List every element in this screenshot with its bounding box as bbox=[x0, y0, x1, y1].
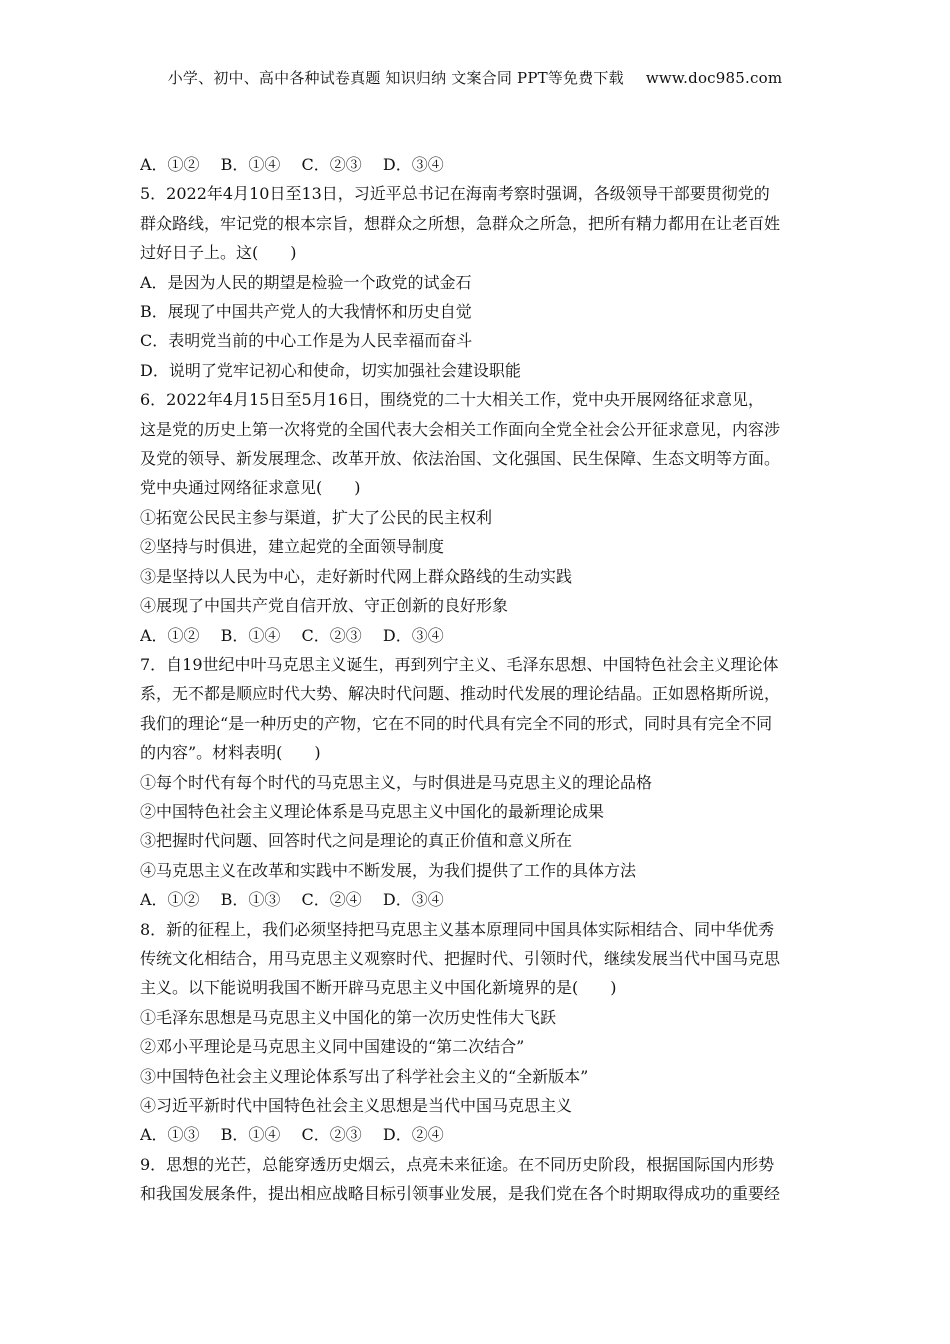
q5-option-b: B．展现了中国共产党人的大我情怀和历史自觉 bbox=[140, 302, 472, 322]
q6-option-d: D．③④ bbox=[382, 625, 444, 645]
header-text: 小学、初中、高中各种试卷真题 知识归纳 文案合同 PPT等免费下载 bbox=[167, 69, 624, 87]
q4-option-a: A．①② bbox=[140, 155, 200, 174]
q7-stem-line-1: 7．自19世纪中叶马克思主义诞生，再到列宁主义、毛泽东思想、中国特色社会主义理论体 bbox=[140, 654, 779, 674]
q8-answer-row bbox=[140, 1120, 815, 1149]
q7-option-c: C．②④ bbox=[301, 890, 362, 910]
q8-option-a: A．①③ bbox=[140, 1125, 200, 1145]
header-site: www.doc985.com bbox=[645, 69, 783, 87]
q7-option-a: A．①② bbox=[140, 890, 200, 910]
page-header bbox=[0, 67, 950, 88]
q7-option-d: D．③④ bbox=[382, 890, 444, 910]
q6-statement-1: ①拓宽公民民主参与渠道，扩大了公民的民主权利 bbox=[140, 507, 493, 527]
q8-stem-line-2: 传统文化相结合，用马克思主义观察时代、把握时代、引领时代，继续发展当代中国马克思 bbox=[140, 948, 781, 968]
q5-stem-line-3: 过好日子上。这( ) bbox=[140, 243, 297, 263]
q4-option-b: B．①④ bbox=[220, 155, 281, 174]
question-5 bbox=[140, 179, 815, 385]
question-7 bbox=[140, 650, 815, 915]
q8-option-d: D．②④ bbox=[382, 1125, 444, 1145]
q7-option-b: B．①③ bbox=[220, 890, 281, 910]
q4-answer-row bbox=[140, 150, 815, 179]
q6-stem-line-3: 及党的领导、新发展理念、改革开放、依法治国、文化强国、民生保障、生态文明等方面。 bbox=[140, 449, 781, 469]
q8-stem-line-1: 8．新的征程上，我们必须坚持把马克思主义基本原理同中国具体实际相结合、同中华优秀 bbox=[140, 919, 775, 939]
q7-stem-line-4: 的内容”。材料表明( ) bbox=[140, 743, 321, 763]
q9-stem-line-2: 和我国发展条件，提出相应战略目标引领事业发展，是我们党在各个时期取得成功的重要经 bbox=[140, 1184, 781, 1204]
q8-statement-2: ②邓小平理论是马克思主义同中国建设的“第二次结合” bbox=[140, 1037, 525, 1057]
exam-content bbox=[140, 150, 815, 1209]
q7-statement-4: ④马克思主义在改革和实践中不断发展，为我们提供了工作的具体方法 bbox=[140, 860, 637, 880]
q7-stem-line-3: 我们的理论“是一种历史的产物，它在不同的时代具有完全不同的形式，同时具有完全不同 bbox=[140, 713, 773, 733]
question-9 bbox=[140, 1150, 815, 1209]
q6-option-a: A．①② bbox=[140, 625, 200, 645]
q8-statement-3: ③中国特色社会主义理论体系写出了科学社会主义的“全新版本” bbox=[140, 1066, 589, 1086]
q7-stem-line-2: 系，无不都是顺应时代大势、解决时代问题、推动时代发展的理论结晶。正如恩格斯所说， bbox=[140, 684, 781, 704]
q6-statement-4: ④展现了中国共产党自信开放、守正创新的良好形象 bbox=[140, 596, 509, 616]
q5-option-a: A．是因为人民的期望是检验一个政党的试金石 bbox=[140, 272, 472, 292]
q6-option-b: B．①④ bbox=[220, 625, 281, 645]
q5-stem-line-2: 群众路线，牢记党的根本宗旨，想群众之所想，急群众之所急，把所有精力都用在让老百姓 bbox=[140, 213, 781, 233]
q4-option-d: D．③④ bbox=[382, 155, 444, 174]
q6-stem-line-4: 党中央通过网络征求意见( ) bbox=[140, 478, 361, 498]
q6-statement-3: ③是坚持以人民为中心，走好新时代网上群众路线的生动实践 bbox=[140, 566, 573, 586]
q6-stem-line-2: 这是党的历史上第一次将党的全国代表大会相关工作面向全党全社会公开征求意见，内容涉 bbox=[140, 419, 781, 439]
q6-option-c: C．②③ bbox=[301, 625, 362, 645]
q6-answer-row bbox=[140, 621, 815, 650]
q8-stem-line-3: 主义。以下能说明我国不断开辟马克思主义中国化新境界的是( ) bbox=[140, 978, 617, 998]
question-6 bbox=[140, 385, 815, 650]
q7-statement-1: ①每个时代有每个时代的马克思主义，与时俱进是马克思主义的理论品格 bbox=[140, 772, 653, 792]
q8-option-c: C．②③ bbox=[301, 1125, 362, 1145]
q6-stem-line-1: 6．2022年4月15日至5月16日，围绕党的二十大相关工作，党中央开展网络征求意见， bbox=[140, 390, 764, 410]
q9-stem-line-1: 9．思想的光芒，总能穿透历史烟云，点亮未来征途。在不同历史阶段，根据国际国内形势 bbox=[140, 1154, 775, 1174]
q8-option-b: B．①④ bbox=[220, 1125, 281, 1145]
q8-statement-4: ④习近平新时代中国特色社会主义思想是当代中国马克思主义 bbox=[140, 1096, 573, 1115]
q6-statement-2: ②坚持与时俱进，建立起党的全面领导制度 bbox=[140, 537, 445, 557]
q7-answer-row bbox=[140, 885, 815, 914]
question-8 bbox=[140, 915, 815, 1150]
q4-option-c: C．②③ bbox=[301, 155, 362, 174]
q5-option-c: C．表明党当前的中心工作是为人民幸福而奋斗 bbox=[140, 331, 473, 351]
q5-option-d: D．说明了党牢记初心和使命，切实加强社会建设职能 bbox=[140, 360, 521, 380]
q5-stem-line-1: 5．2022年4月10日至13日，习近平总书记在海南考察时强调，各级领导干部要贯彻党的 bbox=[140, 184, 770, 204]
q7-statement-2: ②中国特色社会主义理论体系是马克思主义中国化的最新理论成果 bbox=[140, 801, 605, 821]
q8-statement-1: ①毛泽东思想是马克思主义中国化的第一次历史性伟大飞跃 bbox=[140, 1007, 557, 1027]
q7-statement-3: ③把握时代问题、回答时代之问是理论的真正价值和意义所在 bbox=[140, 831, 573, 851]
